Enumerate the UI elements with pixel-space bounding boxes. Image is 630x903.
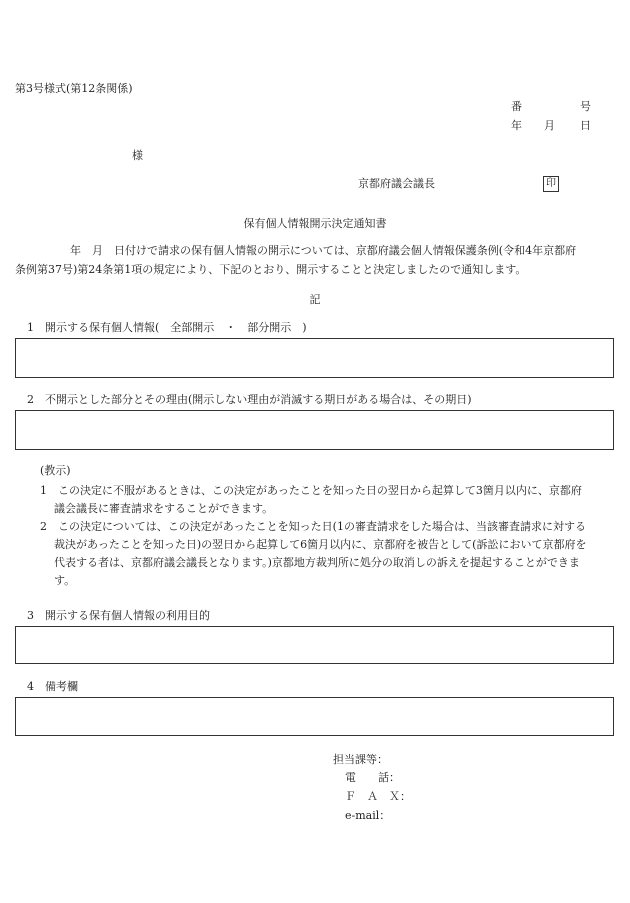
number-label: 番: [511, 100, 522, 113]
notice-item-2-line-4: す。: [54, 574, 76, 587]
notice-heading: (教示): [40, 464, 71, 477]
date-month: 月: [544, 119, 555, 132]
notice-item-1-line-1: 1 この決定に不服があるときは、この決定があったことを知った日の翌日から起算して3箇月以内に、京都府: [40, 484, 582, 497]
section-3-box: [15, 626, 614, 664]
recipient-suffix: 様: [132, 149, 143, 162]
seal-mark: [543, 176, 559, 192]
notice-item-2-line-1: 2 この決定については、この決定があったことを知った日(1の審査請求をした場合は、当該審査請求に対する: [40, 520, 586, 533]
number-suffix: 号: [580, 100, 591, 113]
section-2-box: [15, 410, 614, 450]
contact-email: e-mail：: [345, 809, 391, 822]
notice-item-2-line-2: 裁決があったことを知った日)の翌日から起算して6箇月以内に、京都府を被告として(訴訟において京都府を: [54, 538, 587, 551]
date-day: 日: [580, 119, 591, 132]
contact-fax: Ｆ Ａ Ｘ：: [345, 790, 411, 803]
section-1-box: [15, 338, 614, 378]
notice-item-1-line-2: 議会議長に審査請求をすることができます。: [54, 502, 274, 515]
section-2-label: 2 不開示とした部分とその理由(開示しない理由が消滅する期日がある場合は、その期日): [27, 393, 472, 406]
date-year: 年: [511, 119, 522, 132]
section-1-label: 1 開示する保有個人情報( 全部開示 ・ 部分開示 ): [27, 321, 307, 334]
ki-label: 記: [309, 293, 321, 306]
intro-line-2: 条例第37号)第24条第1項の規定により、下記のとおり、開示することと決定しましたので通知します。: [15, 263, 527, 276]
section-4-label: 4 備考欄: [27, 680, 78, 693]
form-label: 第3号様式(第12条関係): [15, 82, 133, 95]
document-title: 保有個人情報開示決定通知書: [243, 217, 387, 230]
section-3-label: 3 開示する保有個人情報の利用目的: [27, 609, 210, 622]
notice-item-2-line-3: 代表する者は、京都府議会議長となります。)京都地方裁判所に処分の取消しの訴えを提起することができま: [54, 556, 580, 569]
contact-dept: 担当課等：: [333, 753, 388, 766]
sender-name: 京都府議会議長: [358, 177, 435, 190]
intro-line-1: 年 月 日付けで請求の保有個人情報の開示については、京都府議会個人情報保護条例(令和4年京都府: [70, 244, 577, 257]
seal-box: 印: [543, 176, 559, 192]
contact-phone: 電 話：: [345, 771, 400, 784]
section-4-box: [15, 697, 614, 736]
